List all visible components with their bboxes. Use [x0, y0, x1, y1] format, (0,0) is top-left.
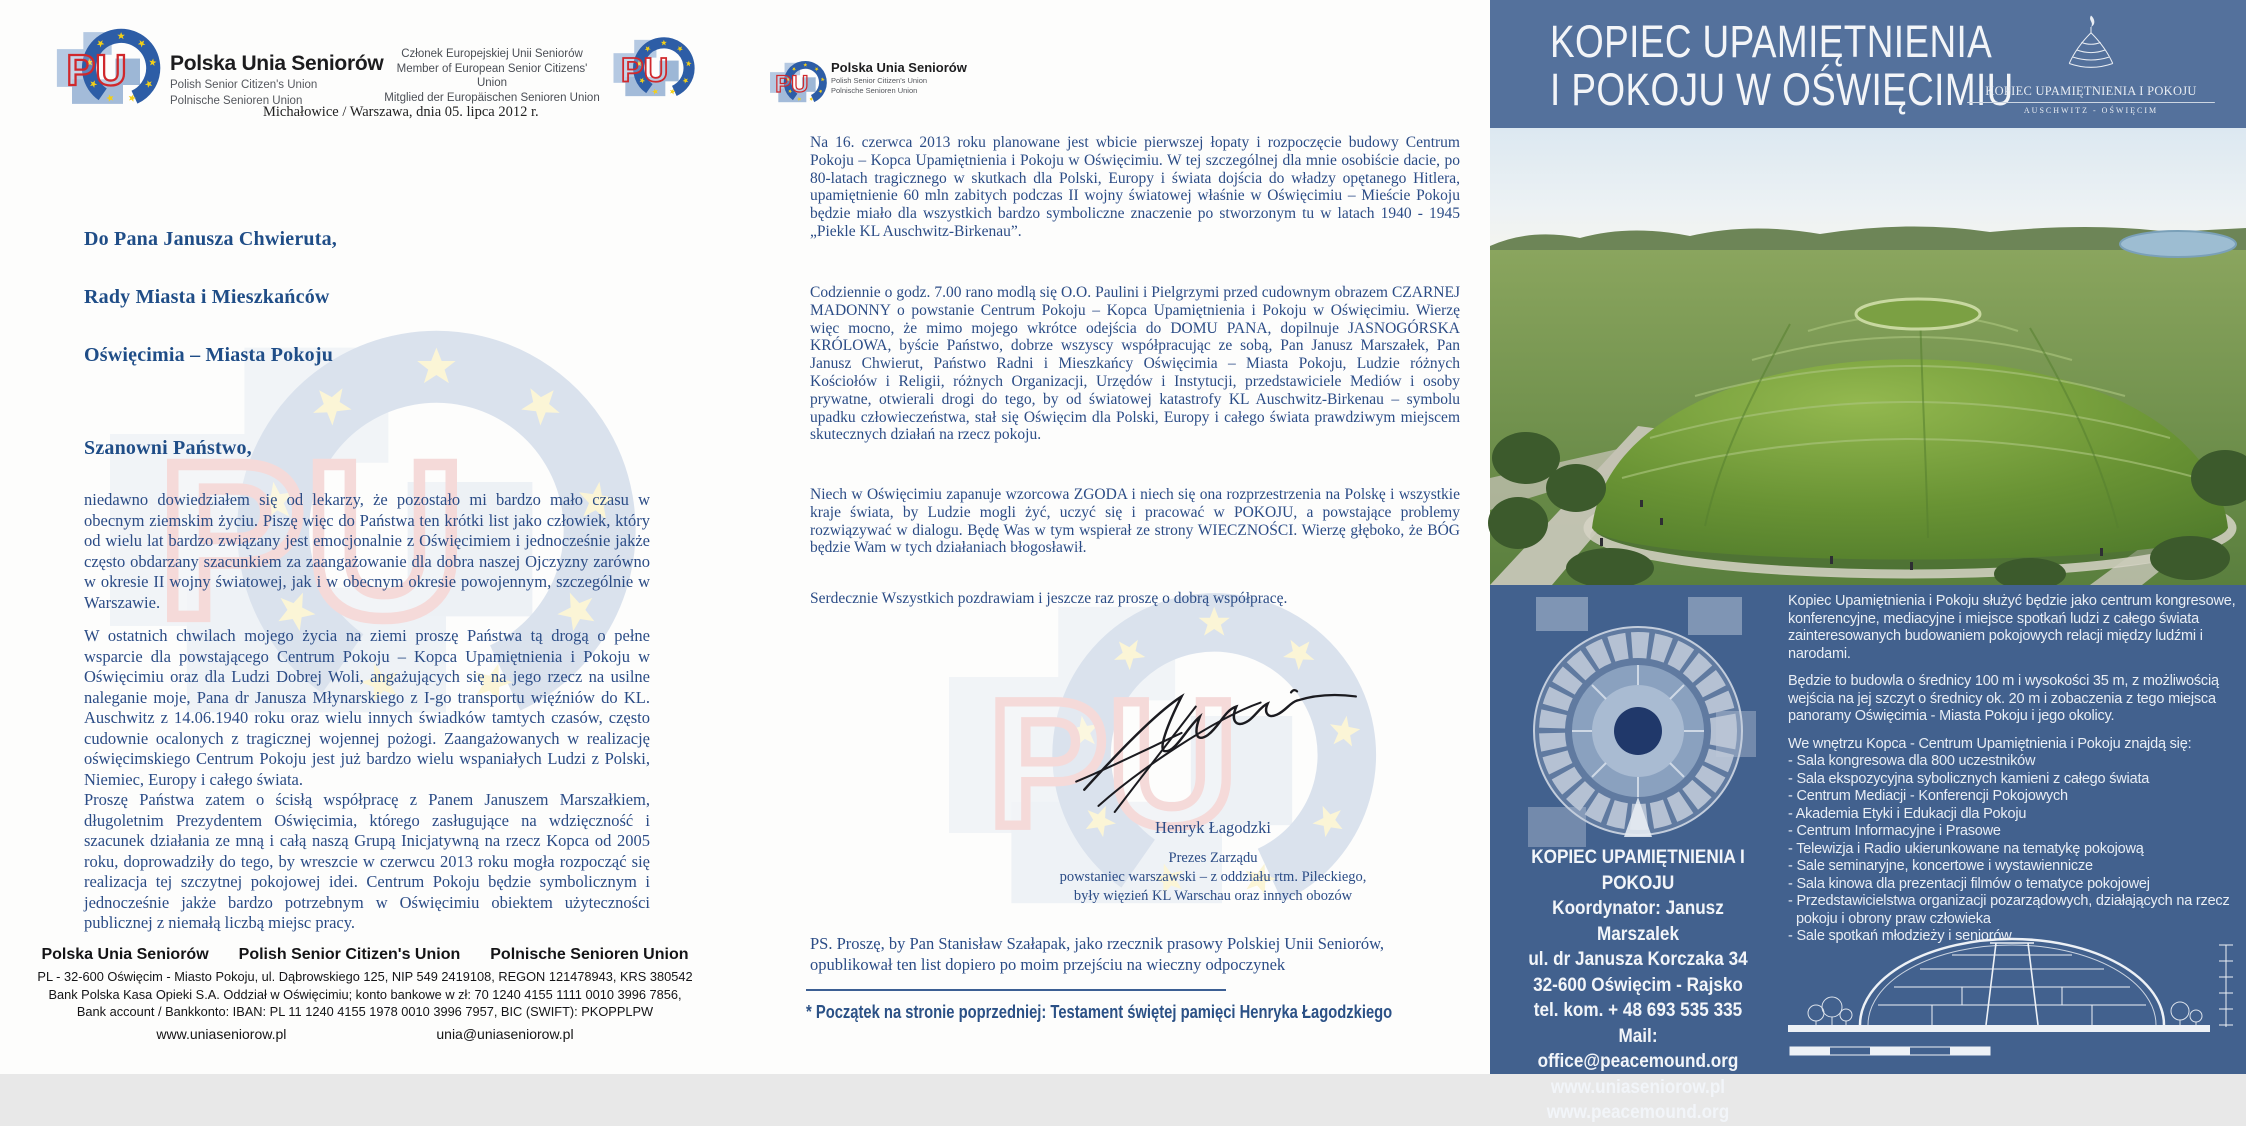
signer-titles [963, 849, 1463, 906]
footer-org-names [12, 946, 718, 964]
membership-block [383, 47, 601, 105]
brochure-title [1550, 18, 2014, 114]
contact-phone: tel. kom. + 48 693 535 335 [1533, 999, 1743, 1021]
interior-item: - Przedstawicielstwa organizacji pozarządowych, działających na rzecz pokoju i obrony praw człowieka [1788, 893, 2230, 927]
letter-paragraph: niedawno dowiedziałem się od lekarzy, że pozostało mi bardzo mało czasu w obecnym ziemskim życiu. Piszę więc do Państwa ten krótki list jako człowiek, który od wielu lat bardzo związany jest emocjonalnie z Oświęcimiem i jednocześnie jakże często obdarzany szacunkiem za zaangażowanie dla dobra naszej Ojczyzny zarówno w okresie II wojny światowej, jak i w obecnym okresie powojennym, szczególnie w Warszawie. [84, 490, 650, 612]
salutation: Szanowni Państwo, [84, 437, 252, 459]
org-name-block [831, 60, 967, 95]
info-text [1788, 593, 2236, 946]
org-name-en: Polish Senior Citizen's Union [831, 76, 928, 85]
footer-email: unia@uniaseniorow.pl [436, 1025, 574, 1042]
info-section [1490, 585, 2246, 1123]
footer-bank-line-1: Bank Polska Kasa Opieki S.A. Oddział w Oświęcimiu; konto bankowe w zł: 70 1240 4155 1111 0010 3996 7856, [48, 986, 682, 1002]
footer-org-de: Polnische Senioren Union [490, 946, 689, 963]
closing-line: Serdecznie Wszystkich pozdrawiam i jeszcze raz proszę o dobrą współpracę. [810, 590, 1288, 607]
org-name-de: Polnische Senioren Union [831, 86, 918, 95]
recipient-line: Rady Miasta i Mieszkańców [84, 286, 330, 308]
mound-logo-title: KOPIEC UPAMIĘTNIENIA I POKOJU [1967, 83, 2215, 103]
mound-logo-subtitle: AUSCHWITZ - OŚWIĘCIM [2023, 106, 2159, 115]
signature-image [1059, 662, 1369, 814]
contact-org: KOPIEC UPAMIĘTNIENIA I POKOJU [1531, 846, 1745, 894]
footer-org-en: Polish Senior Citizen's Union [238, 946, 461, 963]
letter-date: Michałowice / Warszawa, dnia 05. lipca 2012 r. [263, 104, 539, 120]
letter-paragraph: Codziennie o godz. 7.00 rano modlą się O.O. Paulini i Pielgrzymi przed cudownym obrazem CZARNEJ MADONNY o powstanie Centrum Pokoju – Kopca Upamiętnienia i Pokoju w Oświęcimiu. Wierzę więc mocno, że mimo mojego wkrótce odejścia do DOMU PANA, dopilnuje JASNOGÓRSKA KRÓLOWA, byście Państwo, dobrze wszyscy współpracując ze sobą, Pan Janusz Marszałek, Pan Janusz Chwierut, Państwo Radni i Mieszkańcy Oświęcimia – Miasta Pokoju, Ludzie różnych Kościołów i Religii, różnych Organizacji, Urzędów i Instytucji, przedstawiciele Mediów i osoby prywatne, otwierali drogi do tego, by od światowej katastrofy KL Auschwitz-Birkenau – symbolu upadku człowieczeństwa, stał się Oświęcim dla Polski, Europy i całego świata prawdziwym miejscem skutecznych działań na rzecz pokoju. [810, 284, 1460, 444]
interior-item: - Sale spotkań młodzieży i seniorów [1788, 928, 2012, 944]
contact-street: ul. dr Janusza Korczaka 34 [1528, 948, 1748, 970]
signer-title: Prezes Zarządu [1168, 850, 1258, 866]
org-name-block [170, 52, 383, 108]
contact-block [1517, 845, 1760, 1126]
ps-note: PS. Proszę, by Pan Stanisław Szałapak, jako rzecznik prasowy Polskiej Unii Seniorów, opublikował ten list dopiero po moim przejściu na wieczny odpoczynek [810, 934, 1385, 974]
signer-bio-line: powstaniec warszawski – z oddziału rtm. Pileckiego, [1059, 869, 1367, 885]
about-paragraph: Będzie to budowla o średnicy 100 m i wysokości 35 m, z możliwością wejścia na jej szczyt o średnicy ok. 20 m i zobaczenia z tego miejsca panoramy Oświęcimia - Miasta Pokoju i jego okolicy. [1788, 673, 2219, 724]
member-line-de: Mitglied der Europäischen Senioren Union [384, 91, 600, 104]
letter-paragraph: Proszę Państwa zatem o ścisłą współpracę z Panem Januszem Marszałkiem, długoletnim Prezydentem Oświęcimia, którego zasługujące na wdzięczność i szacunek działania ze mną i całą naszą Grupą Inicjatywną na rzecz Kopca od 2005 roku, doprowadziły do tego, by wreszcie w czerwcu 2013 roku mogła rozpocząć się realizacja tej szczytnej pokojowej idei. Centrum Pokoju będzie symbolicznym i jednocześnie jakże bardzo potrzebnym w Oświęcimiu obiektem użyteczności publicznej z niemałą liczbą miejsc pracy. [84, 790, 650, 932]
letter-page-1 [0, 0, 749, 1074]
org-name: Polska Unia Seniorów [170, 52, 384, 75]
interior-item: - Centrum Informacyjne i Prasowe [1788, 823, 2001, 839]
contact-web: www.peacemound.org [1546, 1101, 1730, 1123]
footer-website: www.uniaseniorow.pl [156, 1025, 287, 1042]
european-seniors-union-logo-icon [612, 30, 692, 106]
contact-web: www.uniaseniorow.pl [1550, 1075, 1726, 1098]
signer-name: Henryk Łagodzki [1155, 818, 1271, 837]
footnote: * Początek na stronie poprzedniej: Testament świętej pamięci Henryka Łagodzkiego [806, 1002, 1393, 1022]
interior-item: - Sala ekspozycyjna sybolicznych kamieni z całego świata [1788, 770, 2150, 787]
interior-item: - Telewizja i Radio ukierunkowane na tematykę pokojową [1788, 840, 2144, 857]
divider [806, 989, 1226, 991]
interior-intro: We wnętrzu Kopca - Centrum Upamiętnienia i Pokoju znajdą się: [1788, 735, 2192, 752]
interior-item: - Sale seminaryjne, koncertowe i wystawiennicze [1788, 858, 2093, 874]
member-line-pl: Członek Europejskiej Unii Seniorów [401, 48, 583, 60]
interior-item: - Akademia Etyki i Edukacji dla Pokoju [1788, 805, 2027, 822]
member-line-en: Member of European Senior Citizens' Union [396, 62, 588, 89]
contact-email: Mail: office@peacemound.org [1537, 1024, 1739, 1072]
cross-section-diagram [1782, 927, 2240, 1069]
polska-unia-seniorow-logo-icon [55, 20, 157, 116]
letterhead-footer [12, 946, 718, 1042]
brochure-title-line2: I POKOJU W OŚWIĘCIMIU [1550, 64, 2014, 115]
org-name-en: Polish Senior Citizen's Union [170, 79, 318, 91]
brochure-panel [1490, 0, 2246, 1123]
interior-item: - Centrum Mediacji - Konferencji Pokojowych [1788, 788, 2068, 804]
footer-bank-line-2: Bank account / Bankkonto: IBAN: PL 11 1240 4155 1978 0010 3996 7957, BIC (SWIFT): PKOPPLPW [76, 1004, 654, 1019]
recipient-line: Do Pana Janusza Chwieruta, [84, 228, 337, 250]
letter-page-2 [749, 0, 1490, 1074]
mound-flame-icon [2059, 8, 2123, 78]
footer-org-pl: Polska Unia Seniorów [41, 946, 209, 963]
org-name: Polska Unia Seniorów [831, 60, 967, 75]
recipient-line: Oświęcimia – Miasta Pokoju [84, 344, 334, 366]
polska-unia-seniorow-logo-icon [769, 56, 825, 109]
about-paragraph: Kopiec Upamiętnienia i Pokoju służyć będzie jako centrum kongresowe, konferencyjne, mediacyjne i miejsce spotkań ludzi z całego świata zainteresowanych budowaniem pokojowych relacji między ludźmi i narodami. [1788, 593, 2236, 662]
letter-paragraph: W ostatnich chwilach mojego życia na ziemi proszę Państwa tą drogą o pełne wsparcie dla powstającego Centrum Pokoju – Kopca Upamiętnienia i Pokoju w Oświęcimiu oraz dla Ludzi Dobrej Woli, angażujących się na jego rzecz na usilne naleganie moje, Pana dr Janusza Młynarskiego z I-go transportu więźniów do KL. Auschwitz z 14.06.1940 roku oraz wielu innych świadków tamtych czasów, często cudownie ocalonych z tragicznej wojennej pożogi. Zaangażowanych w realizację oświęcimskiego Centrum Pokoju jest już bardzo wielu wspaniałych Ludzi z Polski, Niemiec, Europy i całego świata. [84, 626, 650, 789]
signer-bio-line: były więzień KL Warschau oraz innych obozów [1073, 888, 1353, 904]
contact-coordinator: Koordynator: Janusz Marszalek [1552, 897, 1724, 945]
org-name-de: Polnische Senioren Union [170, 95, 303, 107]
contact-city: 32-600 Oświęcim - Rajsko [1533, 973, 1743, 996]
mound-logo [1962, 8, 2220, 115]
footer-links [12, 1026, 718, 1042]
letter-paragraph: Na 16. czerwca 2013 roku planowane jest wbicie pierwszej łopaty i rozpoczęcie budowy Centrum Pokoju – Kopca Upamiętnienia i Pokoju w Oświęcimiu. W tej szczególnej dla mnie osobiście dacie, po 80-latach tragicznego w skutkach dla Polski, Europy i świata dojścia do władzy opętanego Hitlera, upamiętnienie 60 mln zabitych podczas II wojny światowej właśnie w Oświęcimiu – Mieście Pokoju będzie miało dla wszystkich bardzo symboliczne znaczenie po stworzonym tu w latach 1940 - 1945 „Piekle KL Auschwitz-Birkenau”. [810, 134, 1460, 240]
interior-item: - Sala kinowa dla prezentacji filmów o tematyce pokojowej [1788, 875, 2150, 892]
footer-address: PL - 32-600 Oświęcim - Miasto Pokoju, ul. Dąbrowskiego 125, NIP 549 2419108, REGON 121478943, KRS 380542 [37, 969, 693, 984]
brochure-title-line1: KOPIEC UPAMIĘTNIENIA [1550, 16, 1993, 67]
floor-plan-diagram [1518, 593, 1762, 865]
brochure-header [1490, 0, 2246, 128]
interior-item: - Sala kongresowa dla 800 uczestników [1788, 753, 2036, 769]
letter-paragraph: Niech w Oświęcimiu zapanuje wzorcowa ZGODA i niech się ona rozprzestrzenia na Polskę i wszystkie kraje świata, by Ludzie mogli żyć, uczyć się i pracować w POKOJU, a powstające problemy rozwiązywać w dialogu. Będę Was w tym wspierał ze strony WIECZNOŚCI. Wierzę głęboko, że BÓG będzie Wam w tych działaniach błogosławił. [810, 486, 1460, 557]
mound-aerial-photo [1490, 128, 2246, 585]
